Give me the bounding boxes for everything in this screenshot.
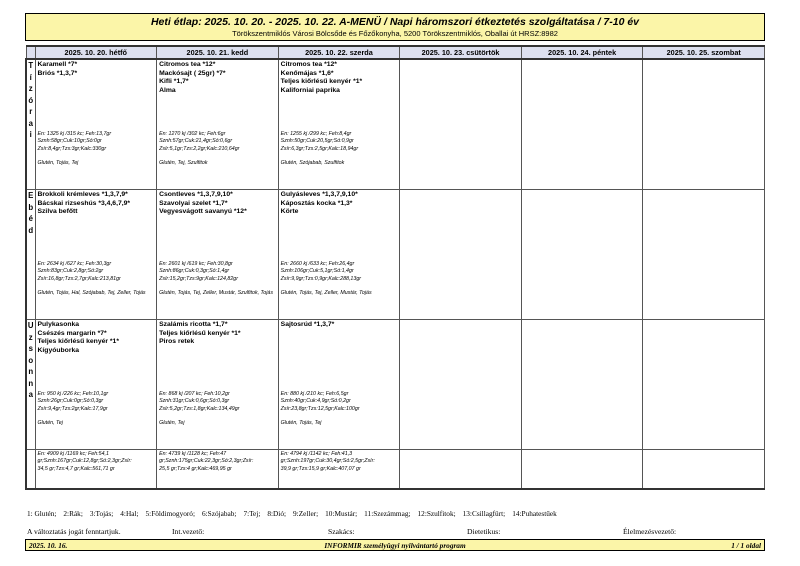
allergen-legend-item: 11:Szezámmag; [364, 509, 411, 518]
nutrition-line: Zsír:9,4gr;Tzs:2gr;Kalc:17,9gr [37, 405, 108, 412]
allergen-list: Glutén, Tojás, Tej [37, 160, 79, 167]
institution-address: Törökszentmiklós Városi Bölcsőde és Főzőkonyha, 5200 Törökszentmiklós, Oballai út HRSZ:8982 [232, 29, 558, 38]
dish-name: Mackósajt ( 25gr) *7* [159, 69, 226, 77]
allergen-legend-item: 12:Szulfitok; [417, 509, 456, 518]
print-date: 2025. 10. 16. [29, 541, 68, 550]
meal-cell [521, 320, 643, 450]
meal-label: E b é d [26, 190, 35, 320]
nutrition-line: Zsír:5,2gr;Tzs:1,8gr;Kalc:134,49gr [159, 405, 240, 412]
daily-total-line: En: 4909 kj /1169 kc; Feh:54,1 [37, 451, 109, 457]
meal-cell [35, 320, 157, 450]
food-manager-signature-label: Élelmezésvezető: [623, 527, 677, 536]
meal-cell [35, 59, 157, 190]
daily-total-cell [643, 450, 765, 490]
page-header [25, 13, 765, 41]
daily-total-cell [521, 450, 643, 490]
allergen-list: Glutén, Tojás, Tej, Zeller, Mustár, Tojás [280, 290, 372, 297]
meal-row [26, 320, 765, 450]
meal-cell [35, 190, 157, 320]
nutrition-line: En: 1325 kj /315 kc; Feh:13,7gr [37, 131, 112, 137]
meal-cell [643, 59, 765, 190]
daily-total-line: gr;Sznh:175gr;Cuk:22,3gr;Só:2,3gr;Zsír: [159, 458, 254, 465]
meal-cell [278, 320, 400, 450]
meal-cell [157, 190, 279, 320]
nutrition-line: Sznh:106gr;Cuk:5,1gr;Só:1,4gr [280, 268, 354, 275]
corner-cell [26, 46, 35, 59]
daily-total-line: En: 4739 kj /1128 kc; Feh:47 [159, 451, 227, 457]
menu-page [25, 13, 765, 490]
nutrition-line: Sznh:50gr;Cuk:20,5gr;Só:0,9gr [280, 138, 354, 145]
day-header-row [26, 46, 765, 59]
allergen-legend-item: 7:Tej; [243, 509, 261, 518]
dish-name: Brokkoli krémleves *1,3,7,9* [37, 191, 128, 198]
meal-cell [521, 59, 643, 190]
dish-name: Karamell *7* [37, 61, 78, 68]
dish-name: Körte [280, 208, 299, 216]
daily-total-line: 25,5 gr;Tzs:4 gr;Kalc:469,95 gr [159, 465, 232, 472]
nutrition-info [38, 261, 155, 298]
signature-line [27, 527, 767, 537]
day-header: 2025. 10. 20. hétfő [35, 46, 157, 59]
allergen-legend-item: 8:Dió; [267, 509, 287, 518]
allergen-list: Glutén, Tojás, Hal, Szójabab, Tej, Zeller, Tojás [37, 290, 146, 297]
meal-cell [278, 190, 400, 320]
dish-name: Teljes kiőrlésű kenyér *1* [280, 78, 363, 86]
manager-signature-label: Int.vezető: [172, 527, 205, 536]
meal-cell [400, 59, 522, 190]
chef-signature-label: Szakács: [328, 527, 355, 536]
meal-cell [278, 59, 400, 190]
nutrition-info [159, 261, 276, 298]
dish-name: Kaliforniai paprika [280, 86, 340, 94]
allergen-legend-item: 9:Zeller; [293, 509, 319, 518]
daily-total-row [26, 450, 765, 490]
allergen-legend-item: 1: Glutén; [27, 509, 57, 518]
dish-name: Citromos tea *12* [280, 61, 337, 68]
nutrition-line: Zsír:16,8gr;Tzs:2,7gr;Kalc:213,81gr [37, 275, 121, 282]
nutrition-line: Zsír:9,9gr;Tzs:0,9gr;Kalc:288,13gr [280, 275, 362, 282]
total-label-cell [26, 450, 35, 490]
program-name: INFORMIR személyügyi nyilvántartó program [324, 541, 466, 550]
nutrition-line: Zsír:6,3gr;Tzs:2,5gr;Kalc:18,94gr [280, 145, 359, 152]
allergen-legend-item: 2:Rák; [63, 509, 83, 518]
allergen-list: Glutén, Tojás, Tej, Zeller, Mustár, Szulfitok, Tojás [159, 290, 274, 297]
day-header: 2025. 10. 25. szombat [643, 46, 765, 59]
dietitian-signature-label: Dietetikus: [467, 527, 501, 536]
dish-name: Sajtosrúd *1,3,7* [280, 321, 335, 328]
day-header: 2025. 10. 21. kedd [157, 46, 279, 59]
meal-row [26, 59, 765, 190]
dish-name: Pulykasonka [37, 321, 80, 328]
nutrition-line: Sznh:83gr;Cuk:2,8gr;Só:2gr [37, 268, 104, 275]
daily-total-cell [278, 450, 400, 490]
dish-name: Kenőmájas *1,6* [280, 69, 334, 77]
nutrition-line: En: 2601 kj /619 kc; Feh:30,8gr [159, 261, 233, 267]
nutrition-line: En: 1270 kj /302 kc; Feh:6gr [159, 131, 226, 137]
allergen-list: Glutén, Szójabab, Szulfitok [280, 160, 345, 167]
nutrition-line: Zsír:8,4gr;Tzs:3gr;Kalc:330gr [37, 145, 107, 152]
page-title: Heti étlap: 2025. 10. 20. - 2025. 10. 22. A-MENÜ / Napi háromszori étkeztetés szolgáltatása / 7-10 év [150, 16, 640, 28]
day-header: 2025. 10. 23. csütörtök [400, 46, 522, 59]
dish-name: Csészés margarin *7* [37, 329, 107, 337]
nutrition-line: En: 868 kj /207 kc; Feh:10,2gr [159, 391, 230, 397]
page-footer [25, 539, 765, 551]
dish-name: Kígyóuborka [37, 346, 80, 354]
dish-name: Citromos tea *12* [159, 61, 216, 68]
meal-cell [157, 320, 279, 450]
allergen-legend-item: 14:Puhatestűek [512, 509, 557, 518]
daily-total-line: En: 4794 kj /1142 kc; Feh:41,3 [280, 451, 353, 457]
dish-name: Teljes kiőrlésű kenyér *1* [37, 338, 119, 346]
allergen-legend [27, 509, 564, 518]
nutrition-line: En: 1255 kj /299 kc; Feh:8,4gr [280, 131, 352, 137]
nutrition-line: Zsír:15,2gr;Tzs:9gr;Kalc:124,82gr [159, 275, 238, 282]
allergen-legend-item: 6:Szójabab; [201, 509, 237, 518]
meal-cell [157, 59, 279, 190]
dish-name: Kifli *1,7* [159, 78, 189, 86]
nutrition-line: En: 2634 kj /627 kc; Feh:30,3gr [37, 261, 112, 267]
dish-name: Teljes kiőrlésű kenyér *1* [159, 329, 241, 337]
meal-label: T í z ó r a i [26, 59, 35, 190]
allergen-list: Glutén, Tojás, Tej [280, 420, 322, 427]
nutrition-info [281, 391, 398, 428]
allergen-legend-item: 13:Csillagfürt; [462, 509, 506, 518]
nutrition-line: En: 880 kj /210 kc; Feh:6,5gr [280, 391, 349, 397]
meal-cell [521, 190, 643, 320]
dish-name: Bácskai rizseshús *3,4,6,7,9* [37, 199, 131, 207]
nutrition-line: Sznh:26gr;Cuk:0gr;Só:0,3gr [37, 398, 104, 405]
nutrition-line: En: 2660 kj /633 kc; Feh:26,4gr [280, 261, 355, 267]
day-header: 2025. 10. 22. szerda [278, 46, 400, 59]
meal-cell [643, 190, 765, 320]
dish-name: Szavolyai szelet *1,7* [159, 199, 228, 207]
nutrition-info [38, 391, 155, 428]
nutrition-info [281, 131, 398, 168]
meal-cell [400, 190, 522, 320]
allergen-list: Glutén, Tej, Szulfitok [159, 160, 208, 167]
daily-total-line: gr;Sznh:167gr;Cuk:12,8gr;Só:2,3gr;Zsír: [37, 458, 132, 465]
nutrition-line: En: 950 kj /226 kc; Feh:10,1gr [37, 391, 109, 397]
meal-cell [643, 320, 765, 450]
dish-name: Szilva befőtt [37, 208, 78, 216]
nutrition-info [38, 131, 155, 168]
nutrition-line: Zsír:23,8gr;Tzs:12,5gr;Kalc:100gr [280, 405, 360, 412]
dish-name: Alma [159, 86, 176, 94]
dish-name: Briós *1,3,7* [37, 69, 78, 77]
daily-total-cell [35, 450, 157, 490]
daily-total-line: 34,5 gr;Tzs:4,7 gr;Kalc:561,71 gr [37, 465, 115, 472]
allergen-legend-item: 5:Földimogyoró; [145, 509, 195, 518]
daily-total-cell [400, 450, 522, 490]
dish-name: Csontleves *1,3,7,9,10* [159, 191, 233, 198]
nutrition-line: Sznh:40gr;Cuk:4,9gr;Só:0,2gr [280, 398, 351, 405]
page-number: 1 / 1 oldal [731, 541, 761, 550]
dish-name: Vegyesvágott savanyú *12* [159, 208, 247, 216]
rights-reserved-note: A változtatás jogát fenntartjuk. [27, 527, 121, 536]
day-header: 2025. 10. 24. péntek [521, 46, 643, 59]
nutrition-line: Sznh:57gr;Cuk:21,4gr;Só:0,6gr [159, 138, 233, 145]
nutrition-info [281, 261, 398, 298]
dish-name: Piros retek [159, 338, 195, 346]
dish-name: Szalámis ricotta *1,7* [159, 321, 228, 328]
allergen-legend-item: 10:Mustár; [325, 509, 358, 518]
nutrition-line: Sznh:58gr;Cuk:10gr;Só:0gr [37, 138, 102, 145]
allergen-legend-item: 4:Hal; [120, 509, 139, 518]
allergen-list: Glutén, Tej [159, 420, 185, 427]
allergen-legend-item: 3:Tojás; [89, 509, 114, 518]
nutrition-line: Zsír:5,1gr;Tzs:2,2gr;Kalc:210,64gr [159, 145, 240, 152]
nutrition-info [159, 391, 276, 428]
nutrition-info [159, 131, 276, 168]
dish-name: Gulyásleves *1,3,7,9,10* [280, 191, 358, 198]
daily-total-line: 39,9 gr;Tzs:15,9 gr;Kalc:407,07 gr [280, 465, 361, 472]
meal-label: U z s o n n a [26, 320, 35, 450]
daily-total-cell [157, 450, 279, 490]
meal-cell [400, 320, 522, 450]
dish-name: Káposztás kocka *1,3* [280, 199, 353, 207]
nutrition-line: Sznh:31gr;Cuk:0,6gr;Só:0,3gr [159, 398, 230, 405]
allergen-list: Glutén, Tej [37, 420, 63, 427]
menu-table [25, 45, 765, 490]
daily-total-line: gr;Sznh:197gr;Cuk:30,4gr;Só:2,5gr;Zsír: [280, 458, 375, 465]
nutrition-line: Sznh:86gr;Cuk:0,3gr;Só:1,4gr [159, 268, 230, 275]
meal-row [26, 190, 765, 320]
